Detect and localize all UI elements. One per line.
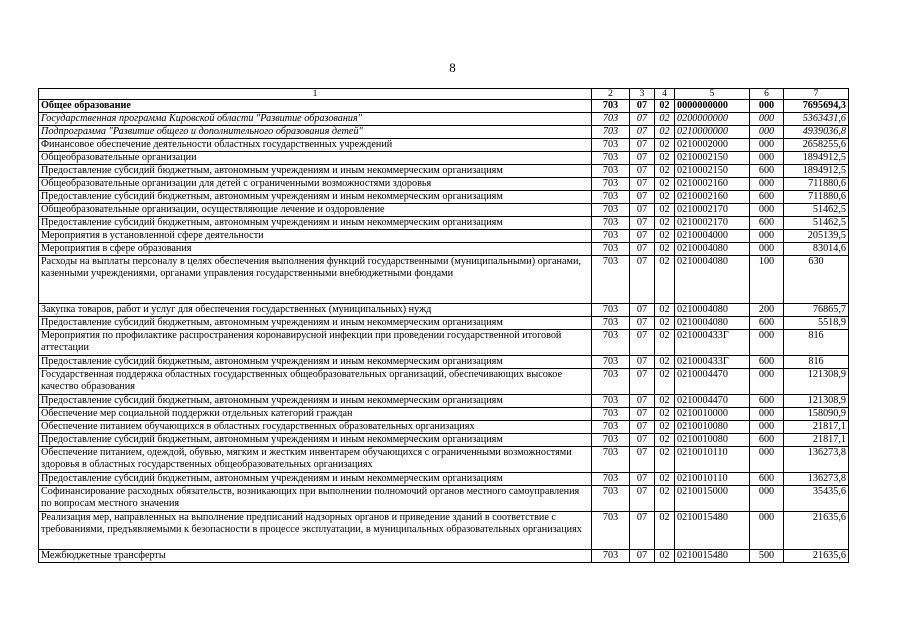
row-expense-type-cell: 600 <box>750 434 784 447</box>
row-expense-type-cell: 000 <box>750 204 784 217</box>
row-ved-cell: 703 <box>592 421 630 434</box>
col-header-7: 7 <box>784 89 849 100</box>
row-expense-type-cell: 600 <box>750 395 784 408</box>
row-subsection-cell: 02 <box>655 369 675 395</box>
row-name-cell: Общее образование <box>39 100 592 113</box>
row-subsection-cell: 02 <box>655 473 675 486</box>
row-expense-type-cell: 000 <box>750 100 784 113</box>
row-subsection-cell: 02 <box>655 217 675 230</box>
row-name-cell: Мероприятия в сфере образования <box>39 243 592 256</box>
row-ved-cell: 703 <box>592 512 630 550</box>
row-amount-cell: 35435,6 <box>784 486 849 512</box>
row-section-cell: 07 <box>630 447 655 473</box>
row-section-cell: 07 <box>630 408 655 421</box>
row-subsection-cell: 02 <box>655 113 675 126</box>
row-target-code-cell: 0210010080 <box>675 434 750 447</box>
row-expense-type-cell: 000 <box>750 178 784 191</box>
row-amount-cell: 7695694,3 <box>784 100 849 113</box>
row-name-cell: Мероприятия по профилактике распространения коронавирусной инфекции при проведении государственной итоговой аттестации <box>39 330 592 356</box>
row-subsection-cell: 02 <box>655 434 675 447</box>
row-ved-cell: 703 <box>592 230 630 243</box>
row-subsection-cell: 02 <box>655 139 675 152</box>
row-subsection-cell: 02 <box>655 512 675 550</box>
row-section-cell: 07 <box>630 356 655 369</box>
row-ved-cell: 703 <box>592 165 630 178</box>
row-section-cell: 07 <box>630 139 655 152</box>
row-name-cell: Обеспечение питанием, одеждой, обувью, мягким и жестким инвентарем обучающихся с ограниченными возможностями здоровья в областных государственных общеобразовательных организациях <box>39 447 592 473</box>
row-ved-cell: 703 <box>592 356 630 369</box>
table-row <box>39 330 849 356</box>
row-target-code-cell: 021000433Г <box>675 330 750 356</box>
row-expense-type-cell: 000 <box>750 486 784 512</box>
budget-table <box>38 88 849 563</box>
row-name-cell: Предоставление субсидий бюджетным, автономным учреждениям и иным некоммерческим организациям <box>39 217 592 230</box>
row-section-cell: 07 <box>630 126 655 139</box>
row-name-cell: Предоставление субсидий бюджетным, автономным учреждениям и иным некоммерческим организациям <box>39 165 592 178</box>
row-subsection-cell: 02 <box>655 230 675 243</box>
row-target-code-cell: 021000433Г <box>675 356 750 369</box>
row-amount-cell: 4939036,8 <box>784 126 849 139</box>
row-subsection-cell: 02 <box>655 256 675 304</box>
table-row <box>39 217 849 230</box>
row-name-cell: Предоставление субсидий бюджетным, автономным учреждениям и иным некоммерческим организациям <box>39 434 592 447</box>
row-ved-cell: 703 <box>592 304 630 317</box>
row-target-code-cell: 0210004080 <box>675 317 750 330</box>
row-name-cell: Подпрограмма "Развитие общего и дополнительного образования детей" <box>39 126 592 139</box>
row-ved-cell: 703 <box>592 408 630 421</box>
row-target-code-cell: 0210002170 <box>675 217 750 230</box>
row-section-cell: 07 <box>630 256 655 304</box>
row-expense-type-cell: 200 <box>750 304 784 317</box>
row-name-cell: Предоставление субсидий бюджетным, автономным учреждениям и иным некоммерческим организациям <box>39 473 592 486</box>
row-section-cell: 07 <box>630 204 655 217</box>
row-amount-cell: 51462,5 <box>784 204 849 217</box>
row-expense-type-cell: 600 <box>750 473 784 486</box>
row-target-code-cell: 0000000000 <box>675 100 750 113</box>
row-name-cell: Реализация мер, направленных на выполнение предписаний надзорных органов и приведение зданий в соответствие с требованиями, предъявляемыми к безопасности в процессе эксплуатации, в муниципальных образовательных организациях <box>39 512 592 550</box>
table-row <box>39 369 849 395</box>
row-target-code-cell: 0210002000 <box>675 139 750 152</box>
row-section-cell: 07 <box>630 473 655 486</box>
row-amount-cell: 83014,6 <box>784 243 849 256</box>
table-row <box>39 395 849 408</box>
row-section-cell: 07 <box>630 100 655 113</box>
row-ved-cell: 703 <box>592 139 630 152</box>
table-row <box>39 473 849 486</box>
row-amount-cell: 21817,1 <box>784 421 849 434</box>
row-name-cell: Предоставление субсидий бюджетным, автономным учреждениям и иным некоммерческим организациям <box>39 317 592 330</box>
table-row <box>39 191 849 204</box>
row-expense-type-cell: 600 <box>750 217 784 230</box>
row-amount-cell: 816 <box>784 330 849 356</box>
row-amount-cell: 21817,1 <box>784 434 849 447</box>
row-name-cell: Общеобразовательные организации для детей с ограниченными возможностями здоровья <box>39 178 592 191</box>
row-target-code-cell: 0210015480 <box>675 550 750 563</box>
row-ved-cell: 703 <box>592 113 630 126</box>
table-row <box>39 243 849 256</box>
row-target-code-cell: 0210002170 <box>675 204 750 217</box>
table-row <box>39 113 849 126</box>
row-subsection-cell: 02 <box>655 165 675 178</box>
table-row <box>39 317 849 330</box>
table-row <box>39 550 849 563</box>
table-row <box>39 421 849 434</box>
row-target-code-cell: 0210010080 <box>675 421 750 434</box>
col-header-4: 4 <box>655 89 675 100</box>
row-ved-cell: 703 <box>592 369 630 395</box>
row-expense-type-cell: 000 <box>750 139 784 152</box>
col-header-2: 2 <box>592 89 630 100</box>
row-name-cell: Межбюджетные трансферты <box>39 550 592 563</box>
row-section-cell: 07 <box>630 113 655 126</box>
row-name-cell: Обеспечение питанием обучающихся в областных государственных образовательных организациях <box>39 421 592 434</box>
row-amount-cell: 630 <box>784 256 849 304</box>
row-expense-type-cell: 000 <box>750 512 784 550</box>
col-header-3: 3 <box>630 89 655 100</box>
row-name-cell: Закупка товаров, работ и услуг для обеспечения государственных (муниципальных) нужд <box>39 304 592 317</box>
row-amount-cell: 158090,9 <box>784 408 849 421</box>
row-section-cell: 07 <box>630 550 655 563</box>
row-target-code-cell: 0210010110 <box>675 447 750 473</box>
row-ved-cell: 703 <box>592 473 630 486</box>
row-expense-type-cell: 000 <box>750 330 784 356</box>
row-amount-cell: 2658255,6 <box>784 139 849 152</box>
row-amount-cell: 1894912,5 <box>784 165 849 178</box>
table-row <box>39 126 849 139</box>
row-amount-cell: 136273,8 <box>784 447 849 473</box>
table-row <box>39 178 849 191</box>
row-expense-type-cell: 600 <box>750 191 784 204</box>
row-section-cell: 07 <box>630 178 655 191</box>
row-ved-cell: 703 <box>592 243 630 256</box>
row-expense-type-cell: 600 <box>750 165 784 178</box>
row-section-cell: 07 <box>630 512 655 550</box>
row-target-code-cell: 0210002160 <box>675 178 750 191</box>
row-section-cell: 07 <box>630 152 655 165</box>
row-subsection-cell: 02 <box>655 126 675 139</box>
row-amount-cell: 21635,6 <box>784 512 849 550</box>
row-expense-type-cell: 100 <box>750 256 784 304</box>
row-expense-type-cell: 000 <box>750 126 784 139</box>
row-ved-cell: 703 <box>592 191 630 204</box>
row-subsection-cell: 02 <box>655 191 675 204</box>
row-amount-cell: 136273,8 <box>784 473 849 486</box>
row-amount-cell: 5363431,6 <box>784 113 849 126</box>
row-ved-cell: 703 <box>592 178 630 191</box>
row-target-code-cell: 0210010110 <box>675 473 750 486</box>
row-subsection-cell: 02 <box>655 178 675 191</box>
col-header-5: 5 <box>675 89 750 100</box>
row-name-cell: Государственная поддержка областных государственных общеобразовательных организаций, обеспечивающих высокое качество образования <box>39 369 592 395</box>
row-target-code-cell: 0210004080 <box>675 243 750 256</box>
row-section-cell: 07 <box>630 486 655 512</box>
row-name-cell: Государственная программа Кировской области "Развитие образования" <box>39 113 592 126</box>
row-target-code-cell: 0210015480 <box>675 512 750 550</box>
row-section-cell: 07 <box>630 165 655 178</box>
row-expense-type-cell: 000 <box>750 421 784 434</box>
row-target-code-cell: 0210004470 <box>675 369 750 395</box>
row-amount-cell: 5518,9 <box>784 317 849 330</box>
row-amount-cell: 21635,6 <box>784 550 849 563</box>
row-target-code-cell: 0210004080 <box>675 256 750 304</box>
row-amount-cell: 121308,9 <box>784 395 849 408</box>
row-subsection-cell: 02 <box>655 204 675 217</box>
row-amount-cell: 1894912,5 <box>784 152 849 165</box>
row-ved-cell: 703 <box>592 447 630 473</box>
row-expense-type-cell: 000 <box>750 243 784 256</box>
row-expense-type-cell: 000 <box>750 113 784 126</box>
row-target-code-cell: 0210000000 <box>675 126 750 139</box>
table-row <box>39 152 849 165</box>
col-header-6: 6 <box>750 89 784 100</box>
row-name-cell: Общеобразовательные организации, осуществляющие лечение и оздоровление <box>39 204 592 217</box>
row-expense-type-cell: 000 <box>750 230 784 243</box>
row-amount-cell: 121308,9 <box>784 369 849 395</box>
row-expense-type-cell: 600 <box>750 317 784 330</box>
row-expense-type-cell: 600 <box>750 356 784 369</box>
table-row <box>39 356 849 369</box>
row-subsection-cell: 02 <box>655 395 675 408</box>
table-row <box>39 204 849 217</box>
row-subsection-cell: 02 <box>655 447 675 473</box>
row-ved-cell: 703 <box>592 434 630 447</box>
row-amount-cell: 816 <box>784 356 849 369</box>
row-name-cell: Обеспечение мер социальной поддержки отдельных категорий граждан <box>39 408 592 421</box>
row-section-cell: 07 <box>630 304 655 317</box>
row-subsection-cell: 02 <box>655 486 675 512</box>
row-target-code-cell: 0210002150 <box>675 165 750 178</box>
row-ved-cell: 703 <box>592 256 630 304</box>
row-subsection-cell: 02 <box>655 304 675 317</box>
row-expense-type-cell: 000 <box>750 447 784 473</box>
row-section-cell: 07 <box>630 317 655 330</box>
row-name-cell: Мероприятия в установленной сфере деятельности <box>39 230 592 243</box>
row-target-code-cell: 0210002160 <box>675 191 750 204</box>
row-section-cell: 07 <box>630 421 655 434</box>
table-row <box>39 434 849 447</box>
col-header-1: 1 <box>39 89 592 100</box>
row-subsection-cell: 02 <box>655 152 675 165</box>
row-expense-type-cell: 500 <box>750 550 784 563</box>
table-row <box>39 486 849 512</box>
row-section-cell: 07 <box>630 217 655 230</box>
row-target-code-cell: 0210004080 <box>675 304 750 317</box>
row-target-code-cell: 0210010000 <box>675 408 750 421</box>
row-target-code-cell: 0210015000 <box>675 486 750 512</box>
table-row <box>39 230 849 243</box>
row-section-cell: 07 <box>630 395 655 408</box>
row-amount-cell: 205139,5 <box>784 230 849 243</box>
row-ved-cell: 703 <box>592 126 630 139</box>
row-expense-type-cell: 000 <box>750 152 784 165</box>
table-row <box>39 304 849 317</box>
row-target-code-cell: 0200000000 <box>675 113 750 126</box>
row-subsection-cell: 02 <box>655 243 675 256</box>
row-name-cell: Предоставление субсидий бюджетным, автономным учреждениям и иным некоммерческим организациям <box>39 395 592 408</box>
row-subsection-cell: 02 <box>655 356 675 369</box>
table-row <box>39 256 849 304</box>
row-amount-cell: 76865,7 <box>784 304 849 317</box>
table-row <box>39 139 849 152</box>
row-name-cell: Предоставление субсидий бюджетным, автономным учреждениям и иным некоммерческим организациям <box>39 356 592 369</box>
row-subsection-cell: 02 <box>655 317 675 330</box>
row-ved-cell: 703 <box>592 317 630 330</box>
row-subsection-cell: 02 <box>655 408 675 421</box>
row-amount-cell: 711880,6 <box>784 191 849 204</box>
table-row <box>39 165 849 178</box>
row-ved-cell: 703 <box>592 100 630 113</box>
row-subsection-cell: 02 <box>655 100 675 113</box>
row-subsection-cell: 02 <box>655 330 675 356</box>
row-subsection-cell: 02 <box>655 421 675 434</box>
row-name-cell: Общеобразовательные организации <box>39 152 592 165</box>
header-row <box>39 89 849 100</box>
row-ved-cell: 703 <box>592 152 630 165</box>
row-section-cell: 07 <box>630 330 655 356</box>
row-subsection-cell: 02 <box>655 550 675 563</box>
row-ved-cell: 703 <box>592 395 630 408</box>
table-row <box>39 100 849 113</box>
row-ved-cell: 703 <box>592 550 630 563</box>
row-ved-cell: 703 <box>592 486 630 512</box>
row-amount-cell: 51462,5 <box>784 217 849 230</box>
row-ved-cell: 703 <box>592 204 630 217</box>
table-row <box>39 447 849 473</box>
row-ved-cell: 703 <box>592 330 630 356</box>
table-row <box>39 512 849 550</box>
row-expense-type-cell: 000 <box>750 369 784 395</box>
row-name-cell: Финансовое обеспечение деятельности областных государственных учреждений <box>39 139 592 152</box>
row-target-code-cell: 0210002150 <box>675 152 750 165</box>
row-section-cell: 07 <box>630 369 655 395</box>
row-expense-type-cell: 000 <box>750 408 784 421</box>
row-name-cell: Предоставление субсидий бюджетным, автономным учреждениям и иным некоммерческим организациям <box>39 191 592 204</box>
row-section-cell: 07 <box>630 230 655 243</box>
row-section-cell: 07 <box>630 243 655 256</box>
row-section-cell: 07 <box>630 434 655 447</box>
row-name-cell: Софинансирование расходных обязательств, возникающих при выполнении полномочий органов местного самоуправления по вопросам местного значения <box>39 486 592 512</box>
row-name-cell: Расходы на выплаты персоналу в целях обеспечения выполнения функций государственными (муниципальными) органами, казенными учреждениями, органами управления государственными внебюджетными фондами <box>39 256 592 304</box>
row-target-code-cell: 0210004000 <box>675 230 750 243</box>
row-amount-cell: 711880,6 <box>784 178 849 191</box>
row-section-cell: 07 <box>630 191 655 204</box>
page-number: 8 <box>449 60 456 75</box>
row-ved-cell: 703 <box>592 217 630 230</box>
table-row <box>39 408 849 421</box>
row-target-code-cell: 0210004470 <box>675 395 750 408</box>
